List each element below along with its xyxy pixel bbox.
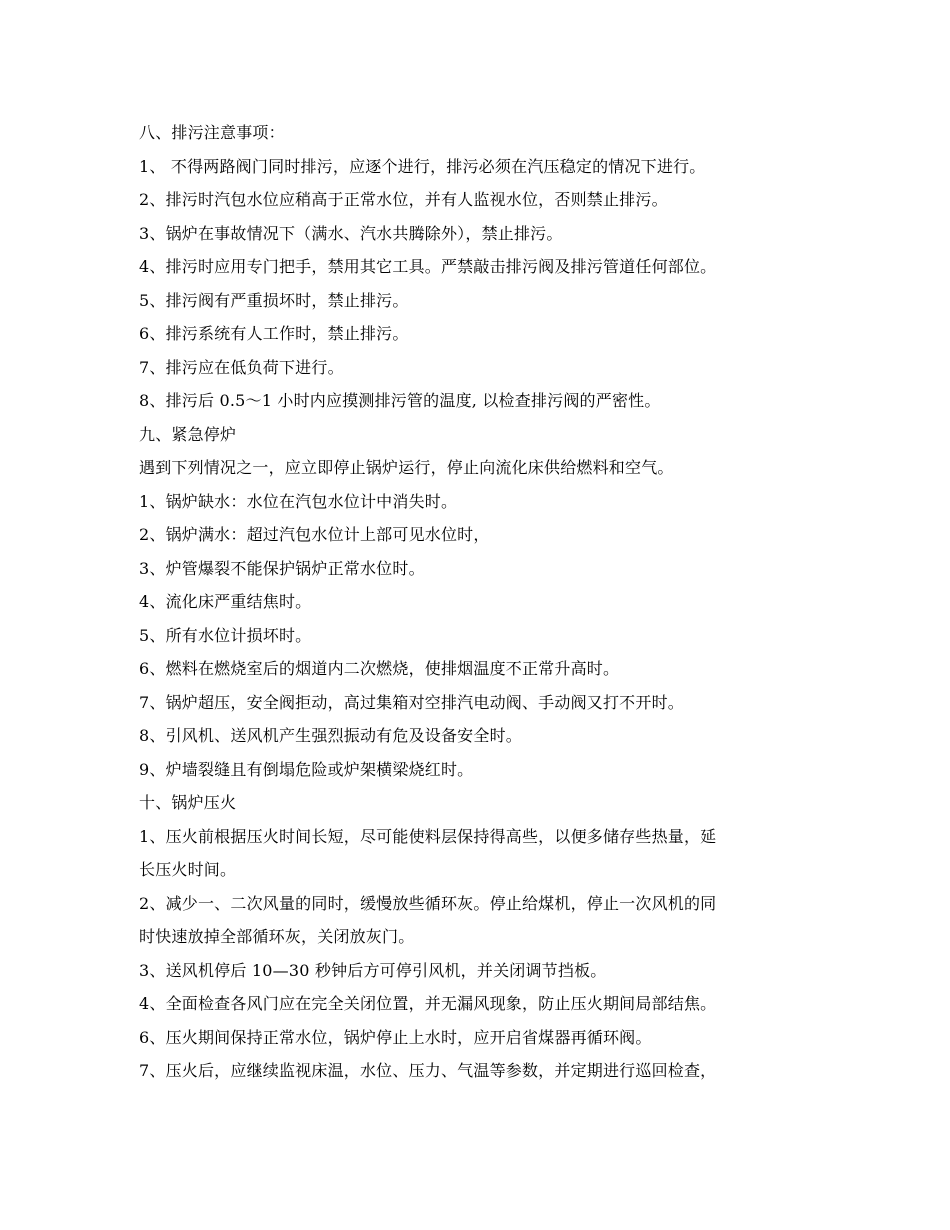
text-line: 8、引风机、送风机产生强烈振动有危及设备安全时。 (139, 726, 522, 745)
text-line: 3、锅炉在事故情况下（满水、汽水共腾除外），禁止排污。 (139, 223, 563, 243)
text-line: 4、流化床严重结焦时。 (139, 592, 312, 611)
text-line: 6、燃料在燃烧室后的烟道内二次燃烧，使排烟温度不正常升高时。 (139, 659, 620, 678)
text-line: 7、排污应在低负荷下进行。 (139, 357, 344, 377)
text-line: 1、 不得两路阀门同时排污，应逐个进行，排污必须在汽压稳定的情况下进行。 (139, 156, 706, 176)
text-line: 1、压火前根据压火时间长短，尽可能使料层保持得高些，以便多储存些热量，延 (139, 826, 717, 846)
text-line: 6、排污系统有人工作时，禁止排污。 (139, 324, 409, 343)
text-line: 2、排污时汽包水位应稍高于正常水位，并有人监视水位，否则禁止排污。 (139, 190, 668, 209)
section-heading: 八、排污注意事项： (139, 123, 285, 142)
text-line: 6、压火期间保持正常水位，锅炉停止上水时，应开启省煤器再循环阀。 (139, 1027, 652, 1047)
section-heading: 十、锅炉压火 (139, 793, 237, 812)
text-line: 4、全面检查各风门应在完全关闭位置，并无漏风现象，防止压火期间局部结焦。 (139, 994, 717, 1013)
text-line: 1、锅炉缺水：水位在汽包水位计中消失时。 (139, 491, 458, 511)
text-line: 时快速放掉全部循环灰，关闭放灰门。 (139, 927, 415, 946)
text-line: 3、炉管爆裂不能保护锅炉正常水位时。 (139, 558, 425, 578)
text-line: 4、排污时应用专门把手，禁用其它工具。严禁敲击排污阀及排污管道任何部位。 (139, 257, 717, 276)
text-line: 3、送风机停后 10—30 秒钟后方可停引风机，并关闭调节挡板。 (139, 960, 607, 980)
document-body (139, 116, 815, 1088)
text-line: 2、减少一、二次风量的同时，缓慢放些循环灰。停止给煤机，停止一次风机的同 (139, 893, 717, 913)
text-line: 7、锅炉超压，安全阀拒动，高过集箱对空排汽电动阀、手动阀又打不开时。 (139, 692, 684, 712)
text-line: 9、炉墙裂缝且有倒塌危险或炉架横梁烧红时。 (139, 759, 474, 779)
text-line: 8、排污后 0.5～1 小时内应摸测排污管的温度, 以检查排污阀的严密性。 (139, 391, 661, 410)
text-line: 5、排污阀有严重损坏时，禁止排污。 (139, 290, 409, 310)
text-line: 遇到下列情况之一，应立即停止锅炉运行，停止向流化床供给燃料和空气。 (139, 458, 674, 477)
text-line: 2、锅炉满水：超过汽包水位计上部可见水位时， (139, 525, 490, 544)
text-line: 7、压火后，应继续监视床温，水位、压力、气温等参数，并定期进行巡回检查， (139, 1061, 717, 1080)
section-heading: 九、紧急停炉 (139, 424, 237, 444)
text-line: 5、所有水位计损坏时。 (139, 625, 312, 645)
text-line: 长压火时间。 (139, 860, 237, 879)
